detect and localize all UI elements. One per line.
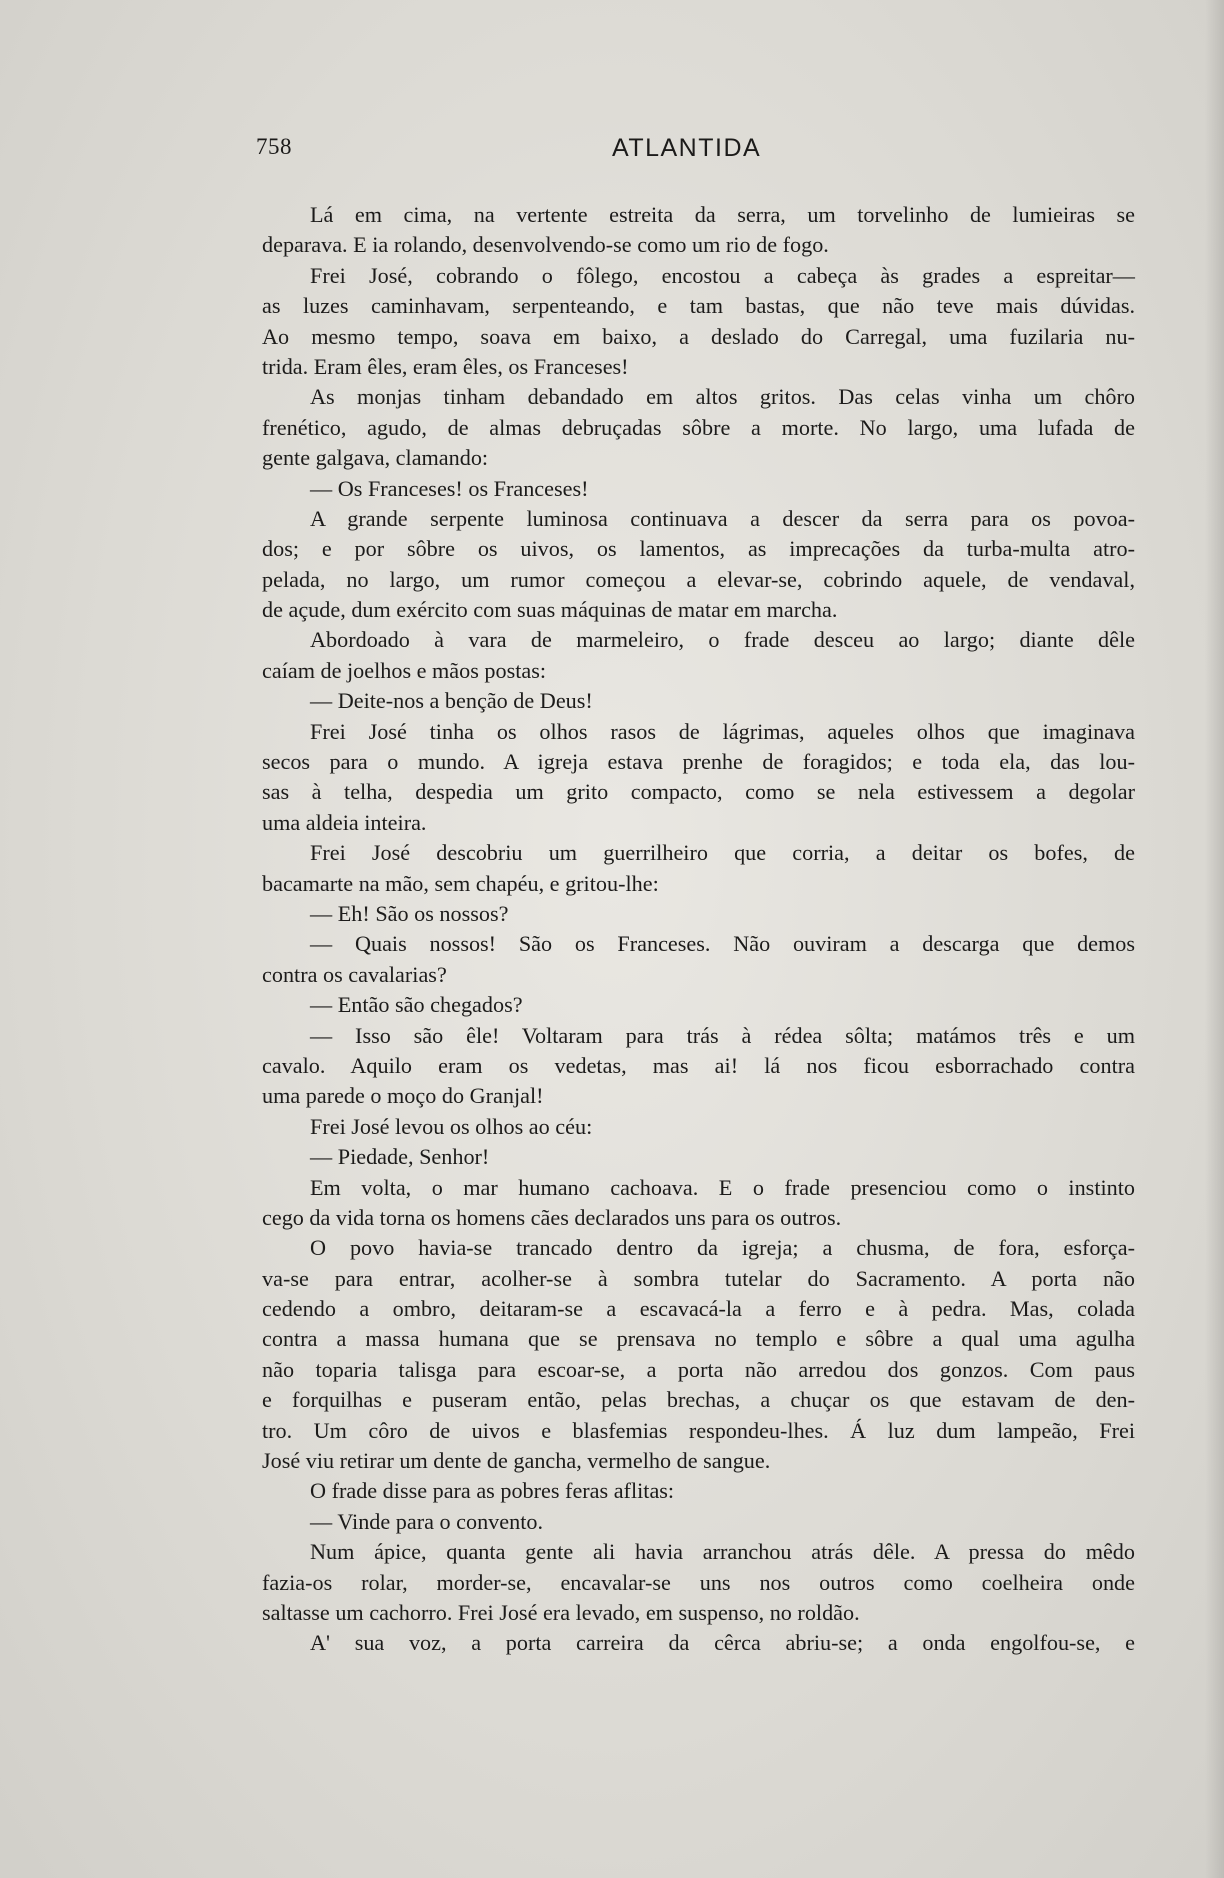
text-line: uma parede o moço do Granjal! <box>262 1083 544 1109</box>
text-line: bacamarte na mão, sem chapéu, e gritou-lhe: <box>262 870 659 896</box>
text-line: O frade disse para as pobres feras aflitas: <box>310 1478 675 1504</box>
text-line: deparava. E ia rolando, desenvolvendo-se como um rio de fogo. <box>262 232 829 258</box>
text-line: Lá em cima, na vertente estreita da serra, um torvelinho de lumieiras se <box>310 202 1135 227</box>
text-line: cavalo. Aquilo eram os vedetas, mas ai! lá nos ficou esborrachado contra <box>262 1052 1135 1078</box>
text-line: dos; e por sôbre os uivos, os lamentos, as imprecações da turba-multa atro- <box>262 536 1135 562</box>
text-line: Num ápice, quanta gente ali havia arranchou atrás dêle. A pressa do mêdo <box>310 1539 1135 1565</box>
text-line: Abordoado à vara de marmeleiro, o frade desceu ao largo; diante dêle <box>310 627 1135 653</box>
running-title: ATLANTIDA <box>612 134 762 162</box>
text-line: não toparia talisga para escoar-se, a porta não arredou dos gonzos. Com paus <box>262 1356 1135 1382</box>
text-line: cego da vida torna os homens cães declarados uns para os outros. <box>262 1204 842 1230</box>
text-line: — Então são chegados? <box>310 992 523 1018</box>
text-line: A' sua voz, a porta carreira da cêrca abriu-se; a onda engolfou-se, e <box>310 1630 1135 1656</box>
body-text <box>262 200 1135 1659</box>
text-line: — Vinde para o convento. <box>310 1508 544 1534</box>
text-line: Frei José, cobrando o fôlego, encostou a cabeça às grades a espreitar— <box>310 262 1135 288</box>
text-line: contra a massa humana que se prensava no templo e sôbre a qual uma agulha <box>262 1326 1135 1352</box>
text-line: — Deite-nos a benção de Deus! <box>310 688 593 714</box>
text-line: — Quais nossos! São os Franceses. Não ouviram a descarga que demos <box>310 931 1135 957</box>
text-line: contra os cavalarias? <box>262 961 447 987</box>
text-line: pelada, no largo, um rumor começou a elevar-se, cobrindo aquele, de vendaval, <box>262 566 1135 592</box>
page-edge-shadow <box>1205 0 1224 1878</box>
text-line: A grande serpente luminosa continuava a descer da serra para os povoa- <box>310 505 1135 531</box>
page-header <box>256 134 1136 170</box>
text-line: secos para o mundo. A igreja estava prenhe de foragidos; e toda ela, das lou- <box>262 749 1135 775</box>
text-line: e forquilhas e puseram então, pelas brechas, a chuçar os que estavam de den- <box>262 1387 1135 1413</box>
text-line: O povo havia-se trancado dentro da igreja; a chusma, de fora, esforça- <box>310 1235 1135 1261</box>
text-line: trida. Eram êles, eram êles, os Franceses! <box>262 353 629 379</box>
page-number: 758 <box>256 134 292 159</box>
text-line: as luzes caminhavam, serpenteando, e tam bastas, que não teve mais dúvidas. <box>262 293 1135 319</box>
text-line: Em volta, o mar humano cachoava. E o frade presenciou como o instinto <box>310 1174 1135 1200</box>
text-line: tro. Um côro de uivos e blasfemias respondeu-lhes. Á luz dum lampeão, Frei <box>262 1417 1135 1443</box>
text-line: frenético, agudo, de almas debruçadas sôbre a morte. No largo, uma lufada de <box>262 414 1135 440</box>
text-line: José viu retirar um dente de gancha, vermelho de sangue. <box>262 1448 771 1474</box>
text-line: — Eh! São os nossos? <box>310 900 509 926</box>
text-line: sas à telha, despedia um grito compacto, como se nela estivessem a degolar <box>262 779 1135 805</box>
text-line: Frei José descobriu um guerrilheiro que corria, a deitar os bofes, de <box>310 840 1135 866</box>
text-line: cedendo a ombro, deitaram-se a escavacá-la a ferro e à pedra. Mas, colada <box>262 1296 1135 1322</box>
text-line: saltasse um cachorro. Frei José era levado, em suspenso, no roldão. <box>262 1599 860 1625</box>
text-line: caíam de joelhos e mãos postas: <box>262 657 547 683</box>
text-line: Frei José tinha os olhos rasos de lágrimas, aqueles olhos que imaginava <box>310 718 1135 744</box>
text-line: va-se para entrar, acolher-se à sombra tutelar do Sacramento. A porta não <box>262 1265 1135 1291</box>
text-line: gente galgava, clamando: <box>262 445 489 471</box>
text-line: As monjas tinham debandado em altos gritos. Das celas vinha um chôro <box>310 384 1135 410</box>
text-line: — Os Franceses! os Franceses! <box>310 475 589 501</box>
text-line: de açude, dum exército com suas máquinas de matar em marcha. <box>262 597 838 623</box>
text-line: — Piedade, Senhor! <box>310 1144 490 1170</box>
text-line: Frei José levou os olhos ao céu: <box>310 1113 593 1139</box>
text-line: uma aldeia inteira. <box>262 809 427 835</box>
text-line: fazia-os rolar, morder-se, encavalar-se uns nos outros como coelheira onde <box>262 1569 1135 1595</box>
text-line: — Isso são êle! Voltaram para trás à rédea sôlta; matámos três e um <box>310 1022 1135 1048</box>
text-line: Ao mesmo tempo, soava em baixo, a deslado do Carregal, uma fuzilaria nu- <box>262 323 1135 349</box>
